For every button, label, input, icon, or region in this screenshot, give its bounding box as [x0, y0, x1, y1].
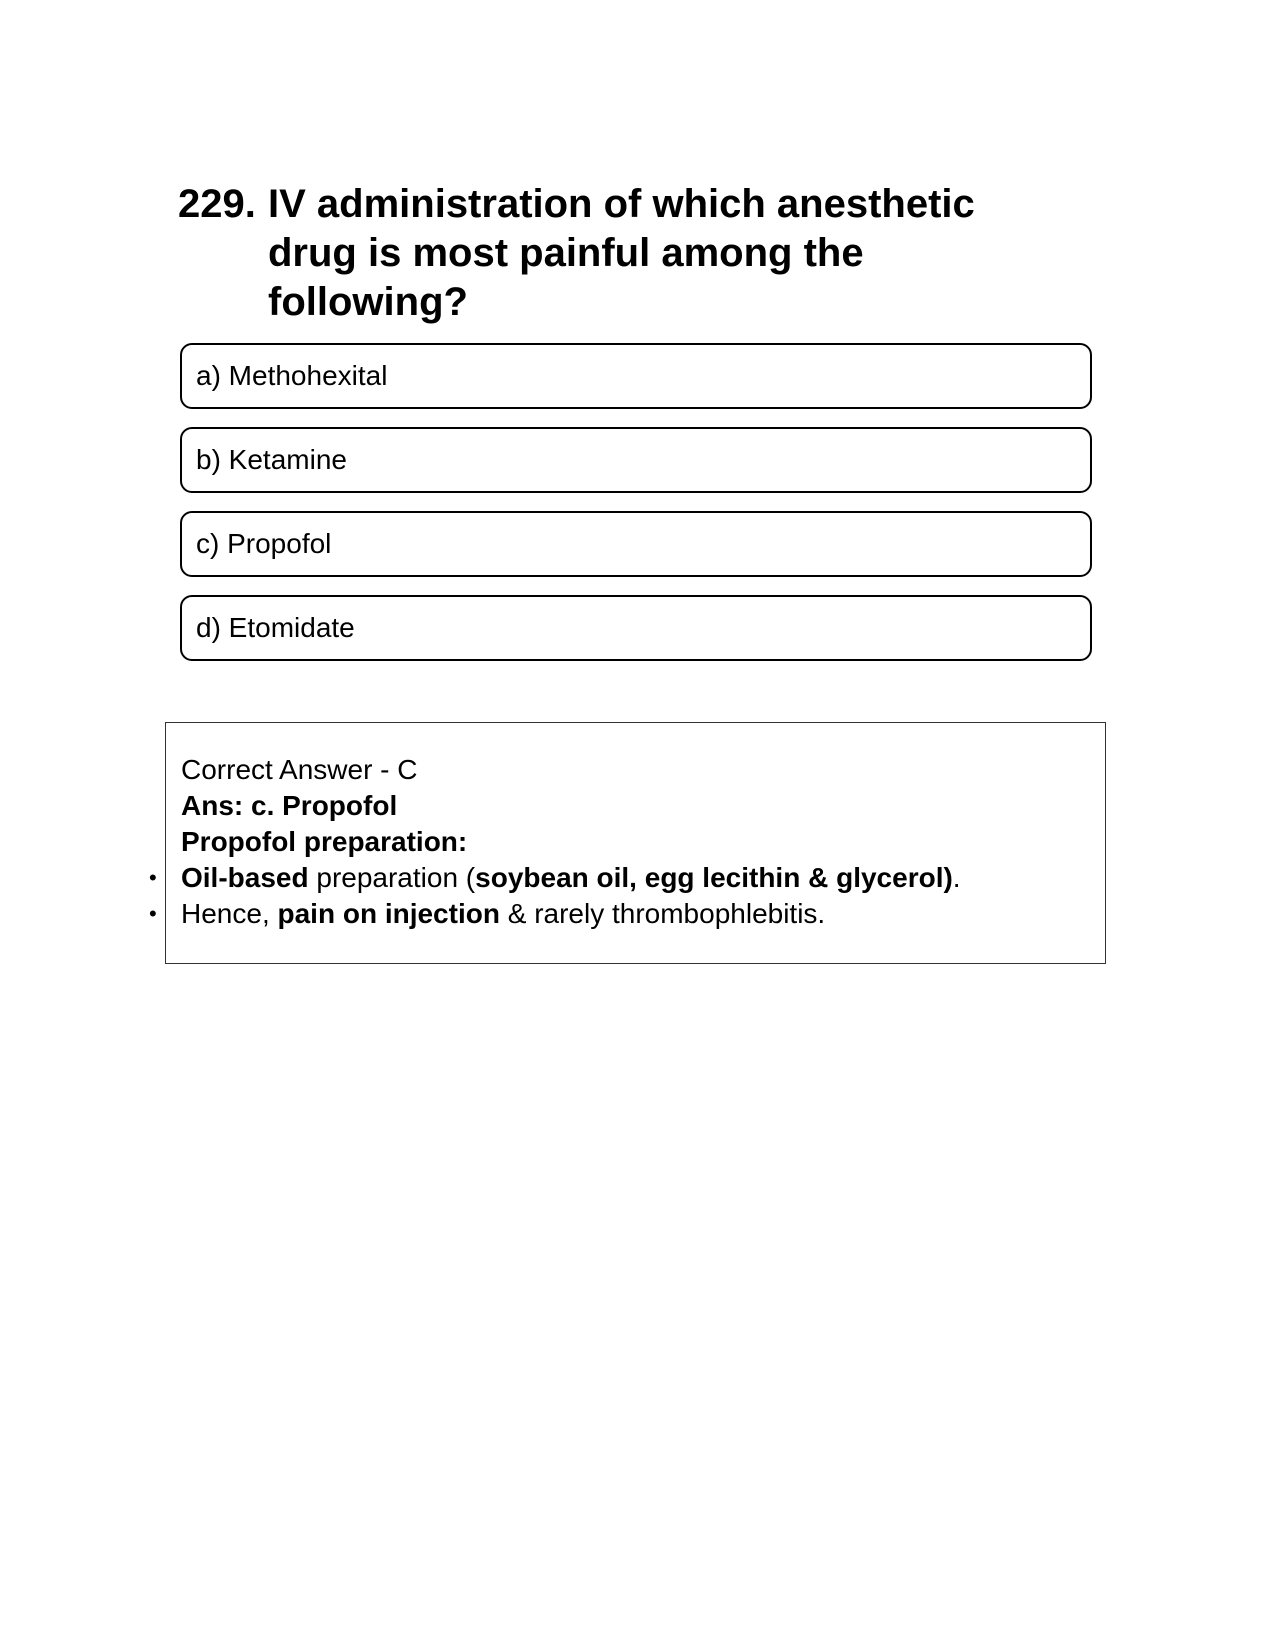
option-d-label: d) Etomidate — [196, 612, 355, 643]
explanation-heading-text: Propofol preparation: — [181, 826, 468, 857]
option-b-label: b) Ketamine — [196, 444, 347, 475]
question-text: IV administration of which anesthetic drug is most painful among the following? — [268, 182, 975, 324]
option-a[interactable] — [180, 343, 1092, 409]
option-d[interactable] — [180, 595, 1092, 661]
bullet2-part2: pain on injection — [277, 898, 500, 929]
bullet-item-pain — [149, 896, 1081, 932]
bullet2-part1: Hence, — [181, 898, 278, 929]
correct-answer-line: Correct Answer - C — [181, 754, 418, 785]
bullet1-part3: soybean oil, egg lecithin & glycerol) — [475, 862, 953, 893]
option-b[interactable] — [180, 427, 1092, 493]
bullet1-part4: . — [952, 862, 961, 893]
bullet-icon: • — [149, 865, 157, 890]
question-number: 229. — [178, 182, 256, 226]
answer-explanation — [149, 752, 1081, 932]
bullet2-part3: & rarely thrombophlebitis. — [499, 898, 826, 929]
option-c[interactable] — [180, 511, 1092, 577]
answer-line-text: Ans: c. Propofol — [181, 790, 398, 821]
bullet1-part1: Oil-based — [181, 862, 309, 893]
bullet1-part2: preparation ( — [308, 862, 476, 893]
answer-line — [181, 788, 1081, 824]
bullet-item-oil-based — [149, 860, 1081, 896]
question-heading — [178, 180, 1038, 327]
bullet-icon: • — [149, 901, 157, 926]
option-c-label: c) Propofol — [196, 528, 332, 559]
explanation-heading — [181, 824, 1081, 860]
option-a-label: a) Methohexital — [196, 360, 388, 391]
